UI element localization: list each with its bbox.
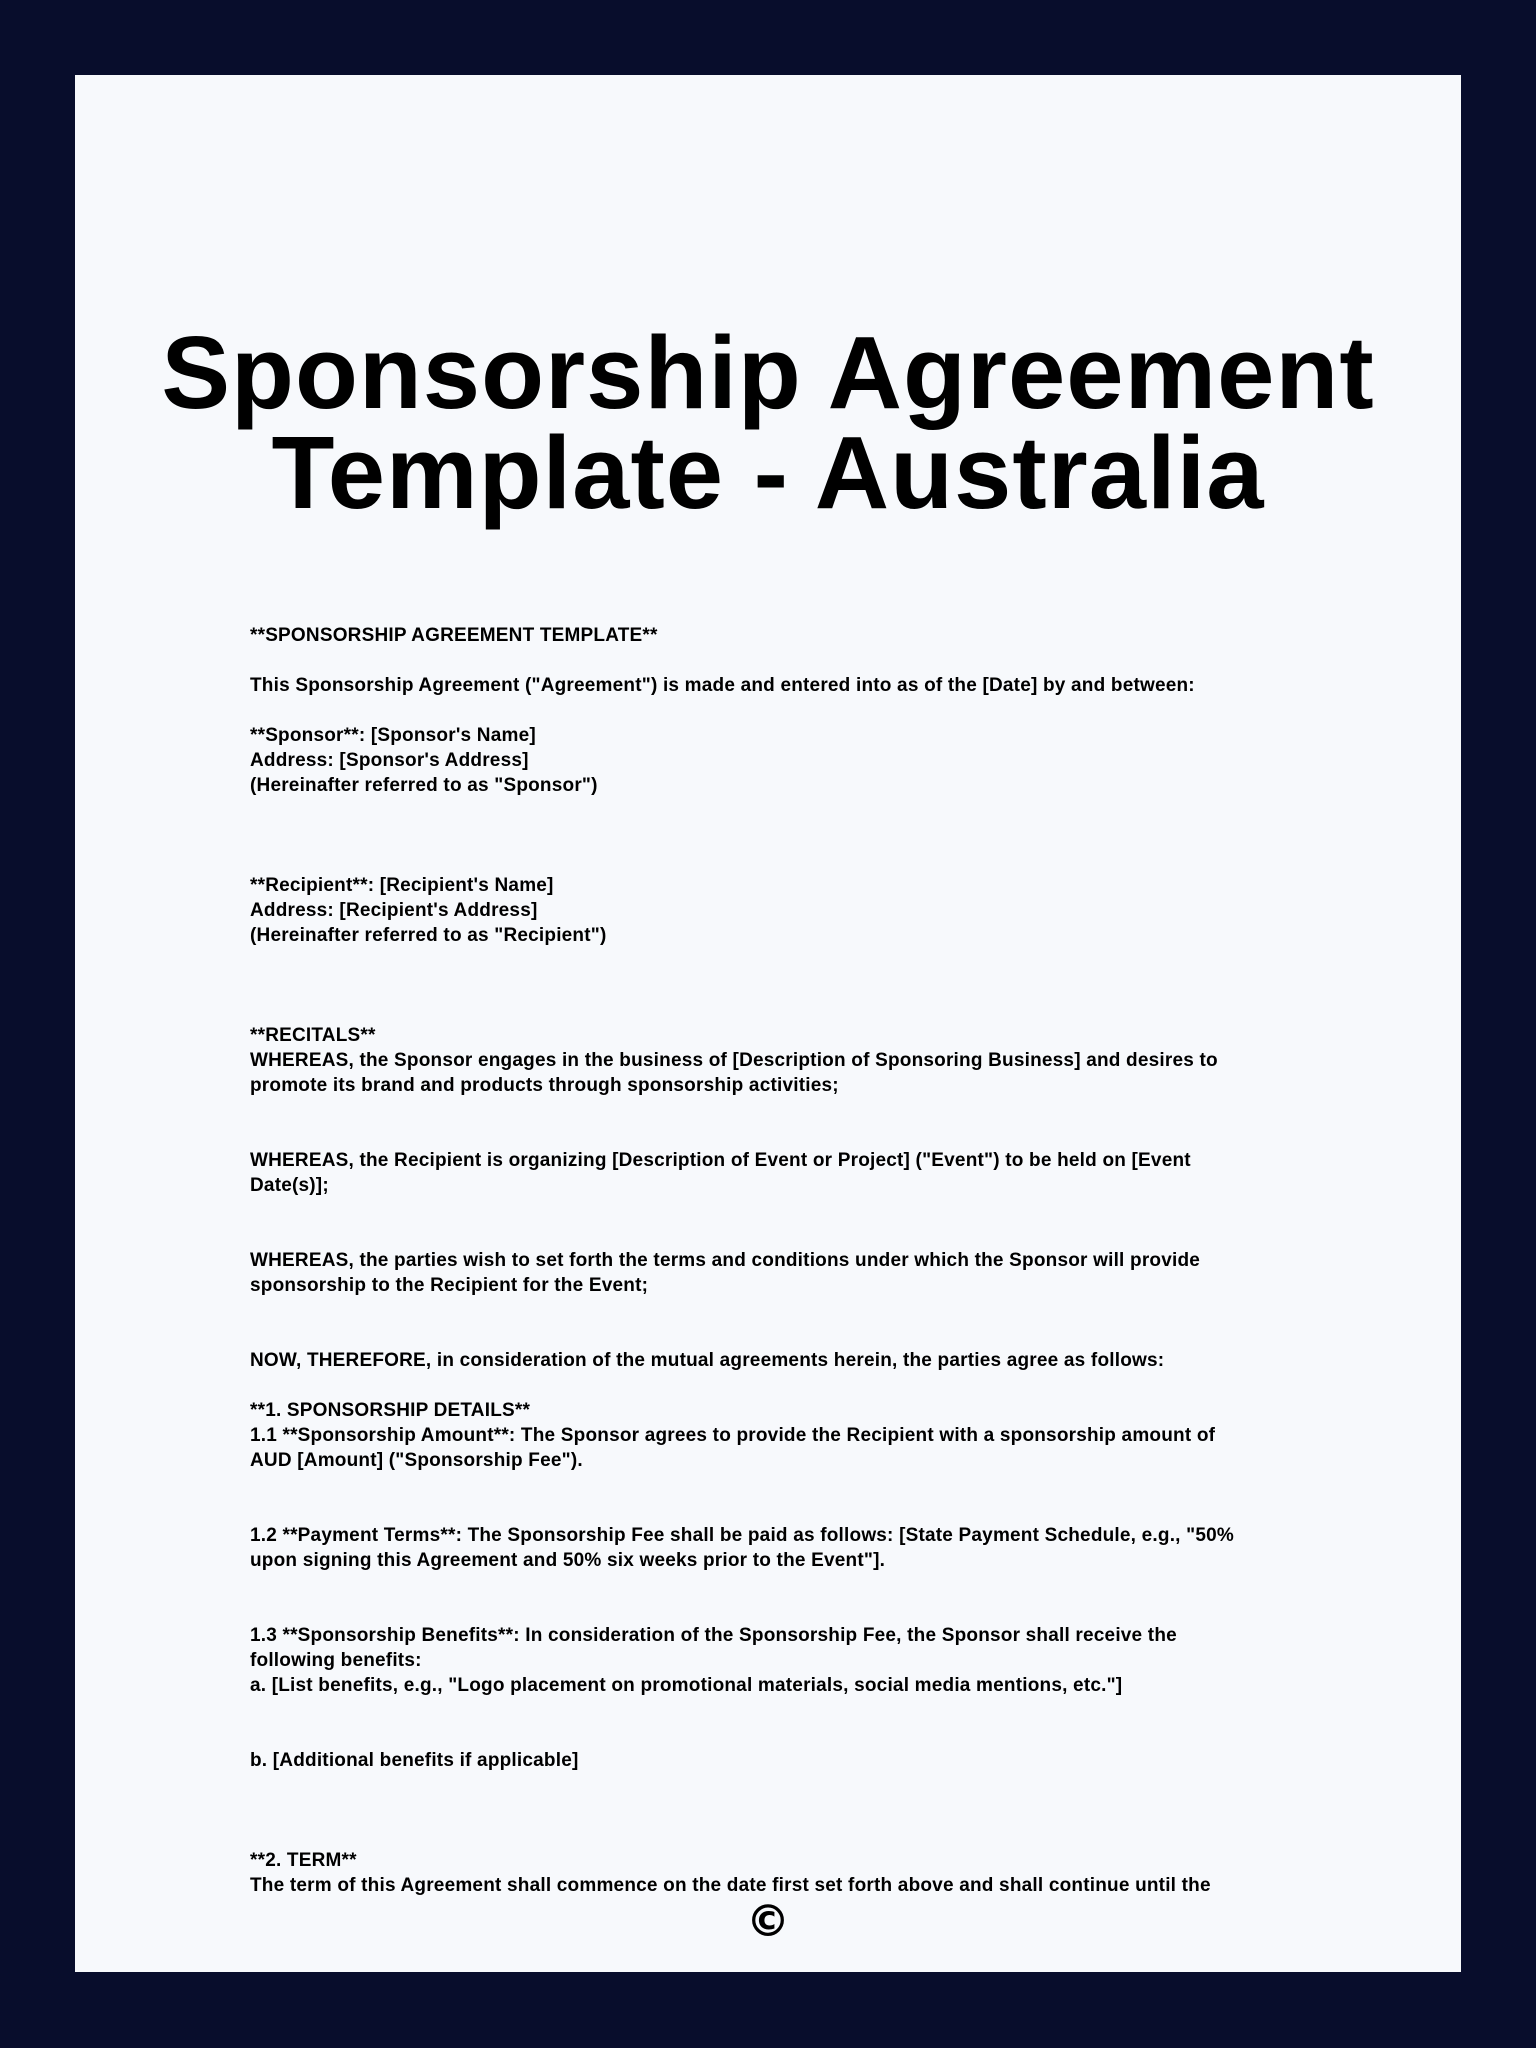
clause-1-2-line-1: 1.2 **Payment Terms**: The Sponsorship Fee shall be paid as follows: [State Payment Schedule, e.g., "50% bbox=[250, 1525, 1234, 1546]
sponsor-address-line: Address: [Sponsor's Address] bbox=[250, 750, 529, 771]
clause-1-3-line-2: following benefits: bbox=[250, 1650, 422, 1671]
clause-1-1-line-2: AUD [Amount] ("Sponsorship Fee"). bbox=[250, 1450, 583, 1471]
recipient-reference-line: (Hereinafter referred to as "Recipient") bbox=[250, 925, 607, 946]
document-title bbox=[75, 315, 1461, 530]
title-line-2: Template - Australia bbox=[271, 415, 1265, 530]
benefit-b-line: b. [Additional benefits if applicable] bbox=[250, 1750, 579, 1771]
term-line-1: The term of this Agreement shall commence on the date first set forth above and shall continue until the bbox=[250, 1875, 1211, 1896]
heading-recitals: **RECITALS** bbox=[250, 1025, 376, 1046]
intro-paragraph: This Sponsorship Agreement ("Agreement") is made and entered into as of the [Date] by and between: bbox=[250, 675, 1195, 696]
recital-1-line-2: promote its brand and products through sponsorship activities; bbox=[250, 1075, 839, 1096]
recital-3-line-2: sponsorship to the Recipient for the Event; bbox=[250, 1275, 649, 1296]
sponsor-reference-line: (Hereinafter referred to as "Sponsor") bbox=[250, 775, 598, 796]
heading-agreement-template: **SPONSORSHIP AGREEMENT TEMPLATE** bbox=[250, 625, 658, 646]
copyright-icon: © bbox=[746, 1896, 790, 1947]
recital-2-line-1: WHEREAS, the Recipient is organizing [Description of Event or Project] ("Event") to be held on [Event bbox=[250, 1150, 1191, 1171]
recital-2-line-2: Date(s)]; bbox=[250, 1175, 329, 1196]
recipient-address-line: Address: [Recipient's Address] bbox=[250, 900, 538, 921]
heading-term: **2. TERM** bbox=[250, 1850, 357, 1871]
document-body bbox=[250, 623, 1350, 1898]
recital-1-line-1: WHEREAS, the Sponsor engages in the business of [Description of Sponsoring Business] and desires to bbox=[250, 1050, 1218, 1071]
clause-1-2-line-2: upon signing this Agreement and 50% six weeks prior to the Event"]. bbox=[250, 1550, 886, 1571]
benefit-a-line: a. [List benefits, e.g., "Logo placement on promotional materials, social media mentions, etc."] bbox=[250, 1675, 1123, 1696]
recipient-name-line: **Recipient**: [Recipient's Name] bbox=[250, 875, 554, 896]
document-page bbox=[75, 75, 1461, 1972]
now-therefore-line: NOW, THEREFORE, in consideration of the mutual agreements herein, the parties agree as follows: bbox=[250, 1350, 1165, 1371]
clause-1-3-line-1: 1.3 **Sponsorship Benefits**: In consideration of the Sponsorship Fee, the Sponsor shall receive the bbox=[250, 1625, 1177, 1646]
clause-1-1-line-1: 1.1 **Sponsorship Amount**: The Sponsor agrees to provide the Recipient with a sponsorship amount of bbox=[250, 1425, 1216, 1446]
heading-sponsorship-details: **1. SPONSORSHIP DETAILS** bbox=[250, 1400, 531, 1421]
title-line-1: Sponsorship Agreement bbox=[161, 315, 1375, 430]
recital-3-line-1: WHEREAS, the parties wish to set forth the terms and conditions under which the Sponsor will provide bbox=[250, 1250, 1201, 1271]
sponsor-name-line: **Sponsor**: [Sponsor's Name] bbox=[250, 725, 536, 746]
